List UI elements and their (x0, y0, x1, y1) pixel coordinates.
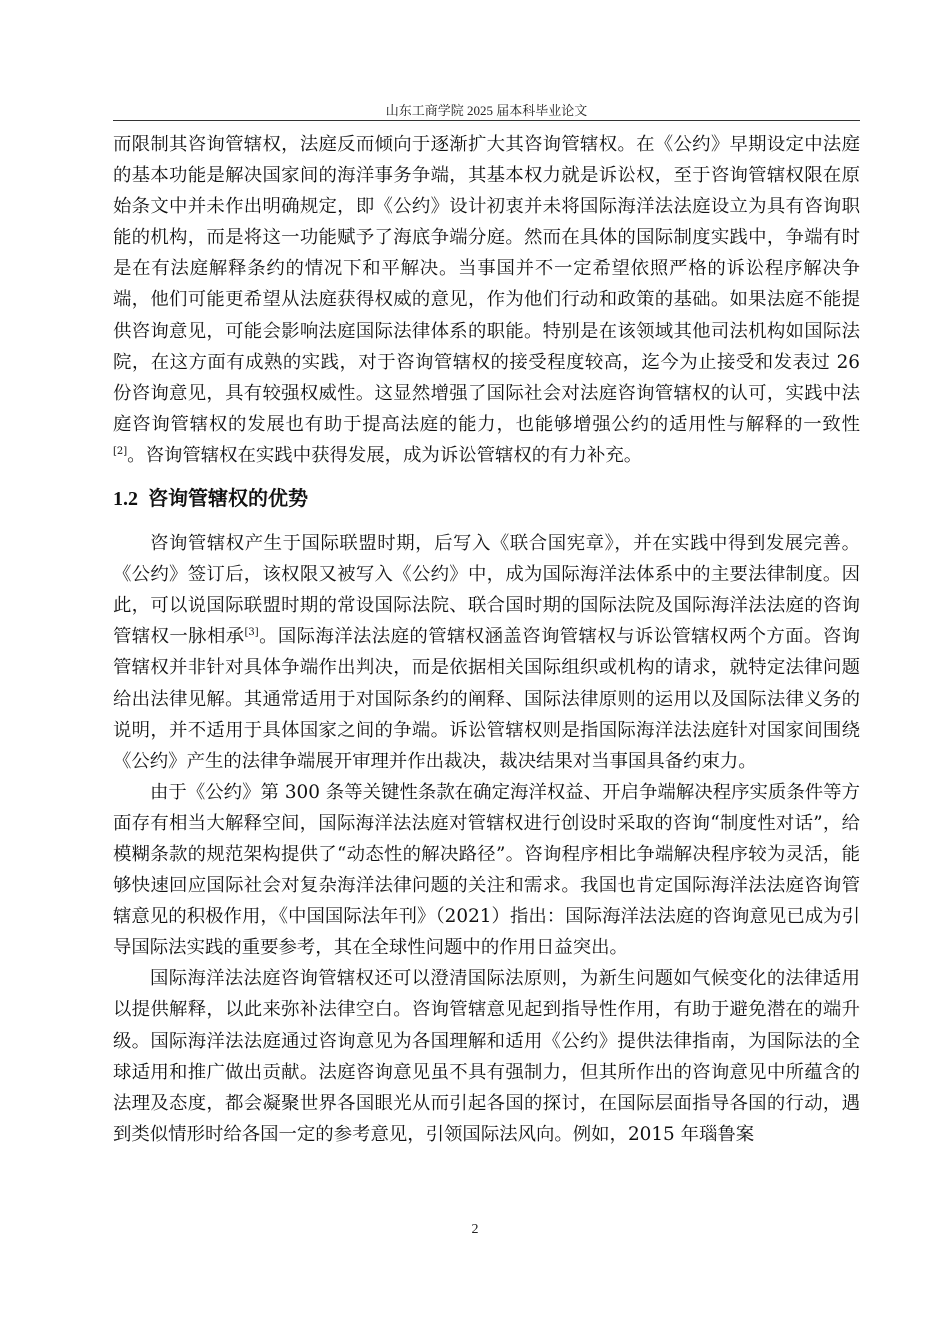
paragraph-text: 。国际海洋法法庭的管辖权涵盖咨询管辖权与诉讼管辖权两个方面。咨询管辖权并非针对具体争端作出判决，而是依据相关国际组织或机构的请求，就特定法律问题给出法律见解。其通常适用于对国际条约的阐释、国际法律原则的运用以及国际法律义务的说明，并不适用于具体国家之间的争端。诉讼管辖权则是指国际海洋法法庭针对国家间围绕《公约》产生的法律争端展开审理并作出裁决，裁决结果对当事国具备约束力。 (113, 626, 860, 772)
paragraph-text: 而限制其咨询管辖权，法庭反而倾向于逐渐扩大其咨询管辖权。在《公约》早期设定中法庭的基本功能是解决国家间的海洋事务争端，其基本权力就是诉讼权，至于咨询管辖权限在原始条文中并未作出明确规定，即《公约》设计初衷并未将国际海洋法法庭设立为具有咨询职能的机构，而是将这一功能赋予了海底争端分庭。然而在具体的国际制度实践中，争端有时是在有法庭解释条约的情况下和平解决。当事国并不一定希望依照严格的诉讼程序解决争端，他们可能更希望从法庭获得权威的意见，作为他们行动和政策的基础。如果法庭不能提供咨询意见，可能会影响法庭国际法律体系的职能。特别是在该领域其他司法机构如国际法院，在这方面有成熟的实践，对于咨询管辖权的接受程度较高，迄今为止接受和发表过 26 份咨询意见，具有较强权威性。这显然增强了国际社会对法庭咨询管辖权的认可，实践中法庭咨询管辖权的发展也有助于提高法庭的能力，也能够增强公约的适用性与解释的一致性 (113, 134, 860, 435)
section-number: 1.2 (113, 488, 138, 511)
paragraph: 由于《公约》第 300 条等关键性条款在确定海洋权益、开启争端解决程序实质条件等方面存有相当大解释空间，国际海洋法法庭对管辖权进行创设时采取的咨询“制度性对话”，给模糊条款的规范架构提供了“动态性的解决路径”。咨询程序相比争端解决程序较为灵活，能够快速回应国际社会对复杂海洋法律问题的关注和需求。我国也肯定国际海洋法法庭咨询管辖意见的积极作用，《中国国际法年刊》（2021）指出：国际海洋法法庭的咨询意见已成为引导国际法实践的重要参考，其在全球性问题中的作用日益突出。 (113, 781, 860, 959)
paragraph-text: 咨询管辖权产生于国际联盟时期，后写入《联合国宪章》，并在实践中得到发展完善。《公约》签订后，该权限又被写入《公约》中，成为国际海洋法体系中的主要法律制度。因此，可以说国际联盟时期的常设国际法院、联合国时期的国际法院及国际海洋法法庭的咨询管辖权一脉相承 (113, 533, 860, 648)
citation-ref: [2] (113, 445, 128, 457)
page-body (113, 129, 860, 1150)
section-title: 咨询管辖权的优势 (148, 486, 308, 511)
header-rule (113, 120, 860, 121)
paragraph-text: 。咨询管辖权在实践中获得发展，成为诉讼管辖权的有力补充。 (127, 444, 643, 466)
section-heading (113, 483, 860, 514)
paragraph (113, 528, 860, 777)
running-header: 山东工商学院 2025 届本科毕业论文 (385, 103, 588, 118)
citation-ref: [3] (244, 627, 259, 639)
paragraph: 国际海洋法法庭咨询管辖权还可以澄清国际法原则，为新生问题如气候变化的法律适用以提供解释，以此来弥补法律空白。咨询管辖意见起到指导性作用，有助于避免潜在的端升级。国际海洋法法庭通过咨询意见为各国理解和适用《公约》提供法律指南，为国际法的全球适用和推广做出贡献。法庭咨询意见虽不具有强制力，但其所作出的咨询意见中所蕴含的法理及态度，都会凝聚世界各国眼光从而引起各国的探讨，在国际层面指导各国的行动，遇到类似情形时给各国一定的参考意见，引领国际法风向。例如，2015 年瑙鲁案 (113, 968, 860, 1145)
page-number: 2 (471, 1222, 479, 1237)
paragraph-continuation (113, 129, 860, 471)
